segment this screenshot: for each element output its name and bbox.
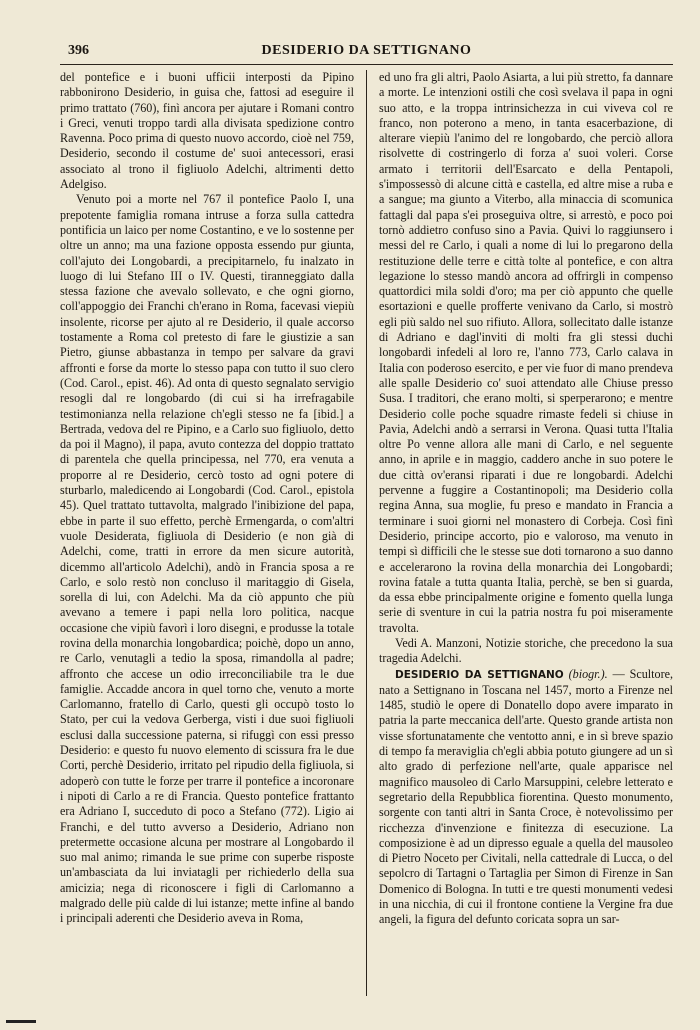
- column-divider: [366, 70, 367, 996]
- page-header: [60, 40, 673, 65]
- page: [60, 40, 673, 1000]
- entry-tag: (biogr.).: [568, 666, 608, 681]
- reference-note: Vedi A. Manzoni, Notizie storiche, che precedono la sua tragedia Adelchi.: [379, 635, 673, 666]
- running-title: DESIDERIO DA SETTIGNANO: [261, 43, 472, 58]
- paragraph: del pontefice e i buoni ufficii interposti da Pipino rabbonirono Desiderio, in guisa che, fattosi ad eseguire il primo trattato (760), finì ancora per ajutare i Romani contro i Greci, venuti troppo tardi alla divisata spedizione contro Ravenna. Poco prima di questo nuovo accordo, cioè nel 759, Desiderio, secondo il costume de' suoi antecessori, erasi associato al trono il figliuolo Adelchi, altrimenti detto Adelgiso.: [60, 70, 354, 192]
- entry-headword: DESIDERIO DA SETTIGNANO: [395, 668, 564, 681]
- entry-body: — Scultore, nato a Settignano in Toscana nel 1457, morto a Firenze nel 1485, studiò le opere di Donatello dopo avere imparato in patria la parte meccanica dell'arte. Questo grande artista non visse sfortunatamente che ventotto anni, e in sì breve spazio di tempo fa meraviglia ch'egli abbia potuto giungere ad un sì alto grado di perfezione nell'arte, quale apparisce nel magnifico mausoleo di Carlo Marsuppini, celebre letterato e segretario della Repubblica fiorentina. Questo monumento, sorgente con tanti altri in Santa Croce, è notevolissimo per ricchezza d'invenzione e finitezza di esecuzione. La composizione è ad un dipresso eguale a quella del mausoleo di Pietro Noceto per Civitali, nella cattedrale di Lucca, o del sepolcro di Tartagni o Tartaglia per Simon di Firenze in San Domenico di Bologna. In tutti e tre questi monumenti vedesi in una nicchia, di cui il frontone contiene la Vergine fra due angeli, la figura del defunto coricata sopra un sar-: [379, 666, 673, 927]
- right-column: [379, 70, 673, 996]
- left-column: [60, 70, 354, 996]
- margin-mark: [6, 1020, 36, 1023]
- page-number: 396: [68, 43, 89, 58]
- paragraph: Venuto poi a morte nel 767 il pontefice Paolo I, una prepotente famiglia romana intruse a forza sulla cattedra pontificia un laico per nome Costantino, e ve lo sostenne per oltre un anno; ma una fazione opposta essendo pur giunta, coll'ajuto dei Longobardi, a precipitarnelo, fu inalzato in luogo di lui Stefano III o IV. Questi, tiranneggiato dalla stessa fazione che avevalo sollevato, e che ogni giorno, coll'appoggio dei Franchi ch'erano in Roma, facevasi viepiù insolente, ricorse per ajuto al re Desiderio, il quale accorso tostamente a Roma col pretesto di fare le giustizie a san Pietro, giunse abbastanza in tempo per salvare da gravi affronti e forse da morte lo stesso papa con tutto il suo clero (Cod. Carol., epist. 46). Ad onta di questo segnalato servigio resogli dal re longobardo (di cui si ha irrefragabile testimonianza nella relazione ch'egli stesso ne fa [ibid.] a Bertrada, vedova del re Pipino, e a Carlo suo figliuolo, detto da poi il Magno), il papa, avuto contezza del doppio trattato di parentela che quella principessa, nel 770, era venuta a proporre al re Desiderio, cercò tosto ad ogni potere di sturbarlo, maledicendo ai Longobardi (Cod. Carol., epistola 45). Quel trattato tuttavolta, malgrado l'inibizione del papa, ebbe in parte il suo effetto, perchè Ermengarda, o com'altri vuole Desiderata, figliuola di Desiderio (e non già di Adelchi, come, tratti in errore da men sicure autorità, dicemmo all'articolo Adelchi), andò in Francia sposa a re Carlo, e solo restò non concluso il maritaggio di Gisela, sorella di lui, con Adelchi. Ma da ciò appunto che più avevano a temere i papi nella loro politica, nacque occasione che vipiù favorì i loro disegni, e produsse la totale rovina della monarchia longobardica; poichè, dopo un anno, re Carlo, venutagli a tedio la sposa, rimandolla al padre; affronto che accese un odio irreconciliabile tra le due famiglie. Accadde ancora in quel torno che, venuto a morte Carlomanno, fratello di Carlo, questi gli occupò tosto lo Stato, per cui la vedova Gerberga, visti i due suoi figliuoli esclusi dalla successione paterna, si rifuggì con essi presso Desiderio: e questo fu nuovo elemento di scissura fra le due Corti, perchè Desiderio, irritato pel ripudio della figliuola, si adoperò con tutte le forze per trarre il pontefice a incoronare i nipoti di Carlo a re di Francia. Questo pontefice frattanto era Adriano I, succeduto di poco a Stefano (772). Ligio ai Franchi, e del tutto avverso a Desiderio, Adriano non pretermette occasione alcuna per mostrare al Longobardo il suo mal animo; rimanda le sue prime con superbe risposte un'ambasciata da lui inviatagli per richiederlo della sua amicizia; nega di riconoscere i figli di Carlomanno a malgrado delle più calde di lui istanze; mette infine al bando i principali aderenti che Desiderio aveva in Roma,: [60, 192, 354, 926]
- paragraph: ed uno fra gli altri, Paolo Asiarta, a lui più stretto, fa dannare a morte. Le intenzioni ostili che così svelava il papa in ogni suo atto, e la troppa intrinsichezza in cui viveva col re franco, non poterono a meno, in tanta esacerbazione, di alterare viepiù l'animo del re longobardo, che perciò allora risolvette di costringerlo di forza a' suoi voleri. Corse armato i territorii dell'Esarcato e della Pentapoli, s'impossessò di alcune città e castella, ed altre mise a ruba e a sangue; ma giunto a Viterbo, alla minaccia di scomunica fattagli dal papa s'ei proseguiva oltre, si arrestò, e poco poi tornò addietro confuso sino a Pavia. Quivi lo raggiunsero i messi del re Carlo, i quali a nome di lui lo pregarono della restituzione delle terre e città tolte al pontefice, e con altra legazione lo stesso mandò ancora ad offrirgli in compenso quattordici mila soldi d'oro; ma per ciò appunto che quelle esortazioni e quelle profferte venivano da Carlo, si mostrò egli più saldo nel suo rifiuto. Allora, sollecitato dalle istanze di Adriano e dagl'inviti di molti fra gli stessi duchi longobardi infedeli al loro re, l'anno 773, Carlo calava in Italia con poderoso esercito, e per vie fuor di mano prendeva alle spalle Desiderio co' suoi attendato alle Chiuse presso Susa. I traditori, che erano molti, si sperperarono; e mentre Desiderio colle poche squadre rimaste fedeli si chiuse in Pavia, Adelchi andò a serrarsi in Verona. Quasi tutta l'Italia oltre Po venne allora alle mani di Carlo, e nel seguente anno, in aprile e in maggio, caddero anche in suo potere le due città ov'eransi riparati i due re longobardi. Adelchi pervenne a fuggire a Costantinopoli; ma Desiderio colla regina Anna, sua moglie, fu preso e mandato in Francia a terminare i suoi giorni nel monastero di Corbeja. Così finì Desiderio, principe accorto, pio e valoroso, ma venuto in tempi sì difficili che le stesse sue doti tornarono a suo danno e accelerarono la rovina della monarchia dei Longobardi; rovina fatale a tutta quanta Italia, perchè, se ben si guarda, da essa ebbe principalmente origine e fomento quella lunga serie di sventure in cui la patria nostra fu poi miseramente travolta.: [379, 70, 673, 635]
- entry-desiderio-da-settignano: [379, 667, 673, 928]
- text-columns: [60, 70, 673, 996]
